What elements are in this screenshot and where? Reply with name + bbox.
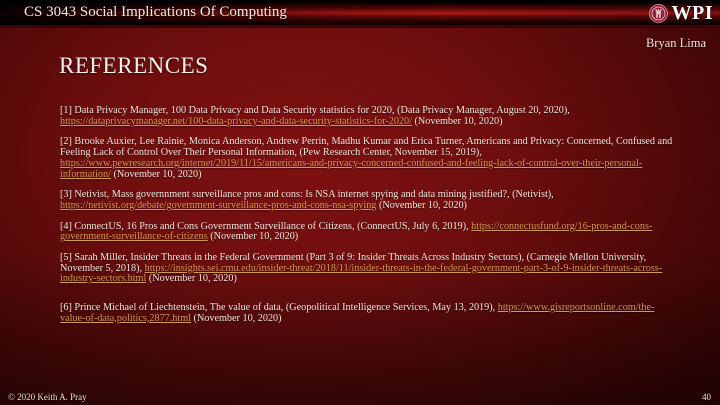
reference-text: [5] Sarah Miller, Insider Threats in the Federal Government (Part 3 of 9: Insider Threats Across Industry Sectors), (Carnegie Mellon University, November 5, 2018), [60,252,647,274]
reference-item [60,222,677,243]
reference-date-accessed: (November 10, 2020) [146,273,237,285]
reference-text: [6] Prince Michael of Liechtenstein, The value of data, (Geopolitical Intelligence Services, May 13, 2019), [60,302,498,314]
reference-date-accessed: (November 10, 2020) [411,115,503,127]
reference-link[interactable]: https://netivist.org/debate/government-surveillance-pros-and-cons-nsa-spying [60,199,377,211]
reference-text: [2] Brooke Auxier, Lee Rainie, Monica Anderson, Andrew Perrin, Madhu Kumar and Erica Turner, Americans and Privacy: Concerned, Confused and Feeling Lack of Control Over Their Personal Information, (Pew Research Center, November 15, 2019), [60,136,673,159]
reference-text: [3] Netivist, Mass governnment surveillance pros and cons: Is NSA internet spying and data mining justified?, (Netivist), [60,189,554,201]
reference-link[interactable]: https://insights.sei.cmu.edu/insider-threat/2018/11/insider-threats-in-the-federal-government-part-3-of-9-insider-threats-across-industry-sectors.html [60,262,663,285]
reference-date-accessed: (November 10, 2020) [191,312,282,324]
reference-item [60,253,677,285]
copyright-text: © 2020 Keith A. Pray [8,392,87,402]
wpi-seal-icon [648,3,669,24]
reference-link[interactable]: https://www.pewresearch.org/internet/2019/11/15/americans-and-privacy-concerned-confused-and-feeling-lack-of-control-over-their-personal-information/ [60,157,643,180]
page-number: 40 [702,392,711,402]
author-name: Bryan Lima [645,36,706,50]
title-bar [0,0,720,28]
reference-text: [1] Data Privacy Manager, 100 Data Privacy and Data Security statistics for 2020, (Data Privacy Manager, August 20, 2020), [60,105,570,116]
reference-item [60,303,677,324]
page-title: REFERENCES [59,53,209,78]
reference-date-accessed: (November 10, 2020) [376,199,467,211]
reference-item [60,137,677,180]
reference-date-accessed: (November 10, 2020) [207,231,299,243]
reference-text: [4] ConnectUS, 16 Pros and Cons Government Surveillance of Citizens, (ConnectUS, July 6, 2019), [60,220,472,232]
reference-link[interactable]: https://www.gisreportsonline.com/the-value-of-data,politics,2877.html [60,302,655,324]
reference-link[interactable]: https://connectusfund.org/16-pros-and-cons-government-surveillance-of-citizens [60,220,653,243]
references-list [60,106,677,335]
course-title: CS 3043 Social Implications Of Computing [24,4,287,20]
reference-item [60,106,677,127]
reference-item [60,190,677,211]
wpi-logo-text: WPI [671,2,713,24]
wpi-logo [648,2,714,25]
reference-date-accessed: (November 10, 2020) [110,168,202,180]
reference-link[interactable]: https://dataprivacymanager.net/100-data-privacy-and-data-security-statistics-for-2020/ [60,115,412,127]
